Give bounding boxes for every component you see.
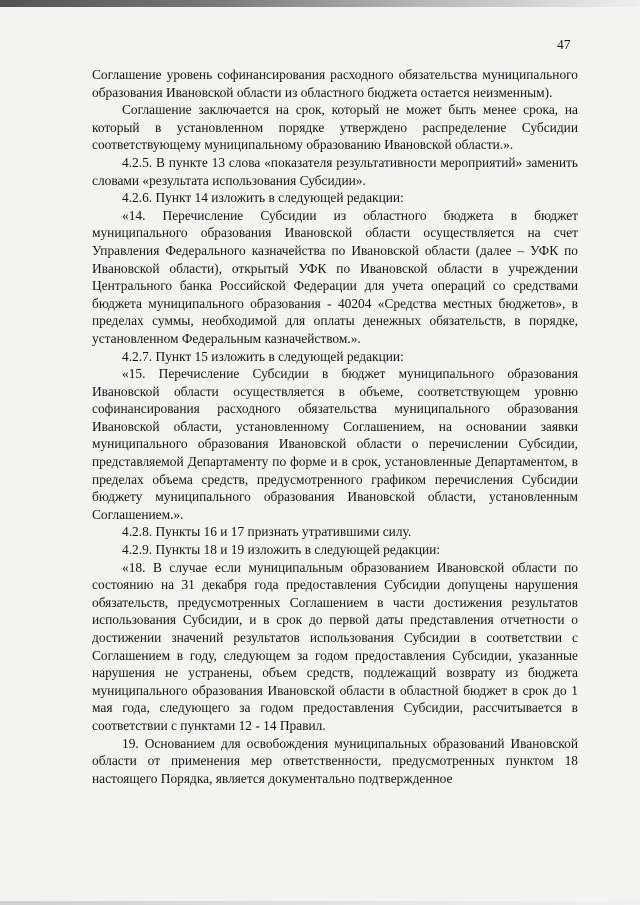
scan-edge-bottom <box>0 901 640 905</box>
paragraph: 19. Основанием для освобождения муниципальных образований Ивановской области от применения мер ответственности, предусмотренных пунктом 18 настоящего Порядка, является документально подтвержденное <box>92 735 578 786</box>
paragraph: «14. Перечисление Субсидии из областного бюджета в бюджет муниципального образования Ивановской области осуществляется на счет Управления Федерального казначейства по Ивановской области (далее – УФК по Ивановской области), открытый УФК по Ивановской области в учреждении Центрального банка Российской Федерации для учета операций со средствами бюджета муниципального образования - 40204 «Средства местных бюджетов», в пределах суммы, необходимой для оплаты денежных обязательств, в порядке, установленном Федеральным казначейством.». <box>92 207 578 346</box>
page-number: 47 <box>557 37 571 52</box>
paragraph: 4.2.7. Пункт 15 изложить в следующей редакции: <box>122 348 404 364</box>
paragraph: 4.2.5. В пункте 13 слова «показателя результативности мероприятий» заменить словами «результата использования Субсидии». <box>92 154 578 188</box>
paragraph: «15. Перечисление Субсидии в бюджет муниципального образования Ивановской области осуществляется в объеме, соответствующем уровню софинансирования расходного обязательства муниципального образования Ивановской области, установленному Соглашением, на основании заявки муниципального образования Ивановской области о перечислении Субсидии, представляемой Департаменту по форме и в срок, установленные Департаментом, в пределах объема средств, предусмотренного графиком перечисления Субсидии бюджету муниципального образования Ивановской области, установленным Соглашением.». <box>92 366 578 522</box>
scan-edge-top <box>0 0 640 7</box>
paragraph: Соглашение уровень софинансирования расходного обязательства муниципального образования Ивановской области из областного бюджета остается неизменным). <box>92 67 578 100</box>
paragraph: 4.2.9. Пункты 18 и 19 изложить в следующей редакции: <box>122 542 441 558</box>
paragraph: «18. В случае если муниципальным образованием Ивановской области по состоянию на 31 декабря года предоставления Субсидии допущены нарушения обязательств, предусмотренных Соглашением в части достижения результатов использования Субсидии, и в срок до первой даты представления отчетности о достижении значений результатов использования Субсидии в соответствии с Соглашением в году, следующем за годом предоставления Субсидии, указанные нарушения не устранены, объем средств, подлежащий возврату из бюджета муниципального образования Ивановской области в областной бюджет в срок до 1 мая года, следующего за годом предоставления Субсидии, рассчитывается в соответствии с пунктами 12 - 14 Правил. <box>92 559 578 733</box>
document-body <box>92 66 578 787</box>
paragraph: 4.2.8. Пункты 16 и 17 признать утратившими силу. <box>122 524 412 540</box>
paragraph: Соглашение заключается на срок, который не может быть менее срока, на который в установленном порядке утверждено распределение Субсидии соответствующему муниципальному образованию Ивановской области.». <box>92 102 578 153</box>
paragraph: 4.2.6. Пункт 14 изложить в следующей редакции: <box>122 190 404 206</box>
